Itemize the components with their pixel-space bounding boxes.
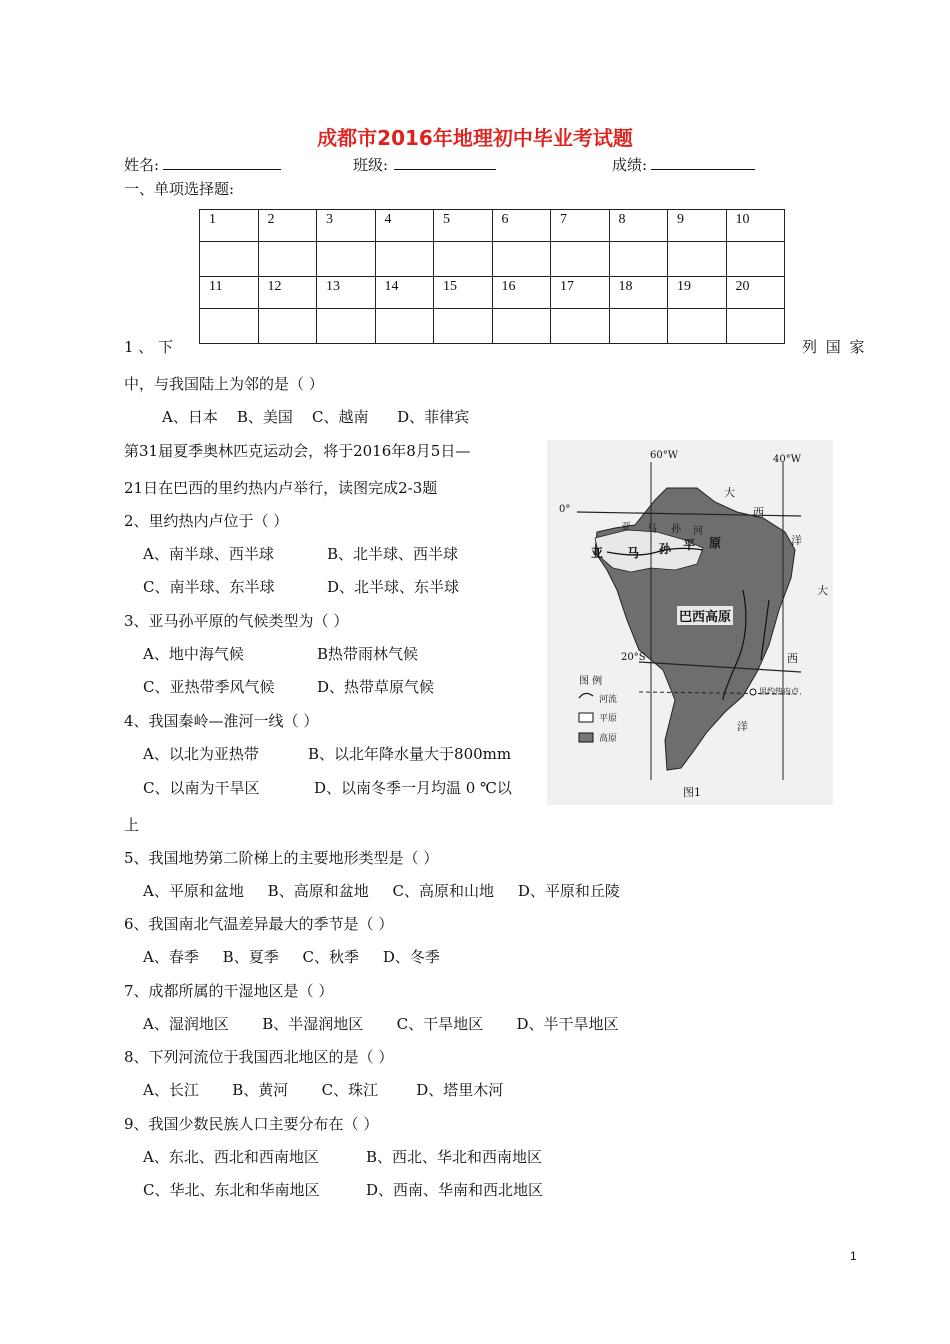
brazil-plateau-label: 巴西高原	[677, 606, 733, 625]
question-1-options: A、日本 B、美国 C、越南 D、菲律宾	[162, 408, 470, 426]
question-2-option-a: A、南半球、西半球	[143, 545, 274, 563]
answer-cell[interactable]	[434, 242, 493, 277]
question-3-option-a: A、地中海气候	[143, 645, 244, 663]
answer-number-row-1	[200, 210, 785, 242]
question-8-text: 8、下列河流位于我国西北地区的是（ ）	[124, 1048, 394, 1066]
question-4-option-a: A、以北为亚热带	[143, 745, 259, 763]
answer-cell[interactable]	[668, 242, 727, 277]
answer-number-row-2	[200, 277, 785, 309]
ocean-label: 洋	[791, 534, 802, 547]
answer-cell[interactable]	[200, 309, 259, 344]
answer-cell[interactable]	[551, 309, 610, 344]
answer-number: 15	[434, 277, 493, 309]
figure-caption: 图1	[683, 786, 701, 799]
score-label: 成绩:	[612, 156, 648, 174]
question-5-text: 5、我国地势第二阶梯上的主要地形类型是（ ）	[124, 849, 439, 867]
answer-number: 1	[200, 210, 259, 242]
legend-plain: 平原	[599, 714, 618, 724]
question-2-option-d: D、北半球、东半球	[327, 578, 460, 596]
question-3-option-b: B热带雨林气候	[317, 645, 419, 663]
question-9-option-d: D、西南、华南和西北地区	[366, 1181, 544, 1199]
intro-line-2: 21日在巴西的里约热内卢举行，读图完成2-3题	[124, 479, 438, 497]
answer-number: 12	[258, 277, 317, 309]
question-9-option-c: C、华北、东北和华南地区	[143, 1181, 320, 1199]
question-3-option-c: C、亚热带季风气候	[143, 678, 275, 696]
answer-number: 5	[434, 210, 493, 242]
answer-cell[interactable]	[258, 242, 317, 277]
answer-cell[interactable]	[492, 309, 551, 344]
answer-cell[interactable]	[609, 242, 668, 277]
question-4-option-d-cont: 上	[124, 816, 140, 834]
answer-number: 9	[668, 210, 727, 242]
score-blank[interactable]	[651, 155, 755, 170]
answer-number: 18	[609, 277, 668, 309]
amazon-plain-label: 亚	[591, 546, 604, 560]
question-2-option-c: C、南半球、东半球	[143, 578, 275, 596]
class-field	[353, 154, 496, 175]
class-label: 班级:	[353, 156, 389, 174]
answer-cell[interactable]	[434, 309, 493, 344]
question-9-option-a: A、东北、西北和西南地区	[143, 1148, 319, 1166]
amazon-river-label: 孙	[671, 524, 681, 535]
amazon-plain-label: 原	[709, 536, 722, 550]
rio-marker	[750, 689, 756, 695]
amazon-river-label: 亚	[621, 522, 631, 533]
legend-plateau: 高原	[599, 734, 618, 744]
question-5-options: A、平原和盆地 B、高原和盆地 C、高原和山地 D、平原和丘陵	[143, 882, 620, 900]
answer-cell[interactable]	[609, 309, 668, 344]
question-7-text: 7、成都所属的干湿地区是（ ）	[124, 982, 334, 1000]
question-9-text: 9、我国少数民族人口主要分布在（ ）	[124, 1115, 379, 1133]
answer-blank-row-1	[200, 242, 785, 277]
answer-table	[199, 209, 785, 344]
latitude-label-equator: 0°	[559, 504, 571, 515]
name-field	[124, 154, 281, 175]
question-1-start: 1 、 下	[124, 338, 174, 356]
answer-number: 3	[317, 210, 376, 242]
amazon-river-label: 河	[693, 526, 703, 537]
latitude-label-20s: 20°S	[621, 652, 646, 663]
answer-cell[interactable]	[726, 309, 785, 344]
answer-number: 6	[492, 210, 551, 242]
question-6-text: 6、我国南北气温差异最大的季节是（ ）	[124, 915, 394, 933]
answer-cell[interactable]	[317, 309, 376, 344]
question-2-text: 2、里约热内卢位于（ ）	[124, 512, 289, 530]
answer-number: 11	[200, 277, 259, 309]
answer-cell[interactable]	[375, 242, 434, 277]
answer-number: 8	[609, 210, 668, 242]
answer-cell[interactable]	[551, 242, 610, 277]
question-2-option-b: B、北半球、西半球	[327, 545, 459, 563]
ocean-label: 大	[724, 486, 735, 499]
answer-cell[interactable]	[492, 242, 551, 277]
amazon-plain-label: 平	[683, 538, 696, 552]
page-title: 成都市2016年地理初中毕业考试题	[317, 126, 633, 150]
question-4-option-c: C、以南为干旱区	[143, 779, 260, 797]
name-label: 姓名:	[124, 156, 160, 174]
answer-cell[interactable]	[375, 309, 434, 344]
amazon-plain-label: 孙	[659, 542, 672, 556]
question-6-options: A、春季 B、夏季 C、秋季 D、冬季	[143, 948, 440, 966]
answer-number: 10	[726, 210, 785, 242]
ocean-label: 西	[787, 652, 798, 665]
answer-cell[interactable]	[200, 242, 259, 277]
question-8-options: A、长江 B、黄河 C、珠江 D、塔里木河	[143, 1081, 504, 1099]
question-4-option-d: D、以南冬季一月均温 0 ℃以	[314, 779, 512, 797]
score-field	[612, 154, 755, 175]
answer-number: 17	[551, 277, 610, 309]
answer-cell[interactable]	[668, 309, 727, 344]
answer-number: 7	[551, 210, 610, 242]
answer-cell[interactable]	[258, 309, 317, 344]
answer-cell[interactable]	[317, 242, 376, 277]
answer-number: 14	[375, 277, 434, 309]
name-blank[interactable]	[163, 155, 281, 170]
answer-number: 19	[668, 277, 727, 309]
question-4-text: 4、我国秦岭—淮河一线（ ）	[124, 712, 319, 730]
legend-title: 图 例	[579, 676, 603, 687]
answer-number: 16	[492, 277, 551, 309]
answer-number: 13	[317, 277, 376, 309]
question-3-text: 3、亚马孙平原的气候类型为（ ）	[124, 612, 349, 630]
answer-number: 4	[375, 210, 434, 242]
brazil-map-figure	[547, 440, 833, 805]
ocean-label: 大	[817, 584, 828, 597]
intro-line-1: 第31届夏季奥林匹克运动会，将于2016年8月5日—	[124, 442, 471, 460]
question-7-options: A、湿润地区 B、半湿润地区 C、干旱地区 D、半干旱地区	[143, 1015, 619, 1033]
section-title: 一、单项选择题:	[124, 180, 235, 198]
rio-label: 里约热内卢	[759, 687, 799, 696]
ocean-label: 洋	[737, 720, 748, 733]
question-9-option-b: B、西北、华北和西南地区	[366, 1148, 543, 1166]
question-3-option-d: D、热带草原气候	[317, 678, 435, 696]
longitude-label-40w: 40°W	[773, 454, 802, 465]
class-blank[interactable]	[394, 155, 496, 170]
amazon-river-label: 马	[647, 524, 657, 535]
answer-number: 20	[726, 277, 785, 309]
ocean-label: 西	[753, 506, 764, 519]
legend-river: 河流	[599, 695, 618, 705]
question-1-end: 列 国 家	[802, 338, 867, 356]
question-4-option-b: B、以北年降水量大于800mm	[308, 745, 512, 763]
amazon-plain-label: 马	[627, 546, 640, 560]
page-number: 1	[850, 1249, 857, 1263]
answer-blank-row-2	[200, 309, 785, 344]
longitude-label-60w: 60°W	[650, 450, 679, 461]
answer-number: 2	[258, 210, 317, 242]
question-1-text: 中，与我国陆上为邻的是（ ）	[124, 375, 324, 393]
answer-cell[interactable]	[726, 242, 785, 277]
